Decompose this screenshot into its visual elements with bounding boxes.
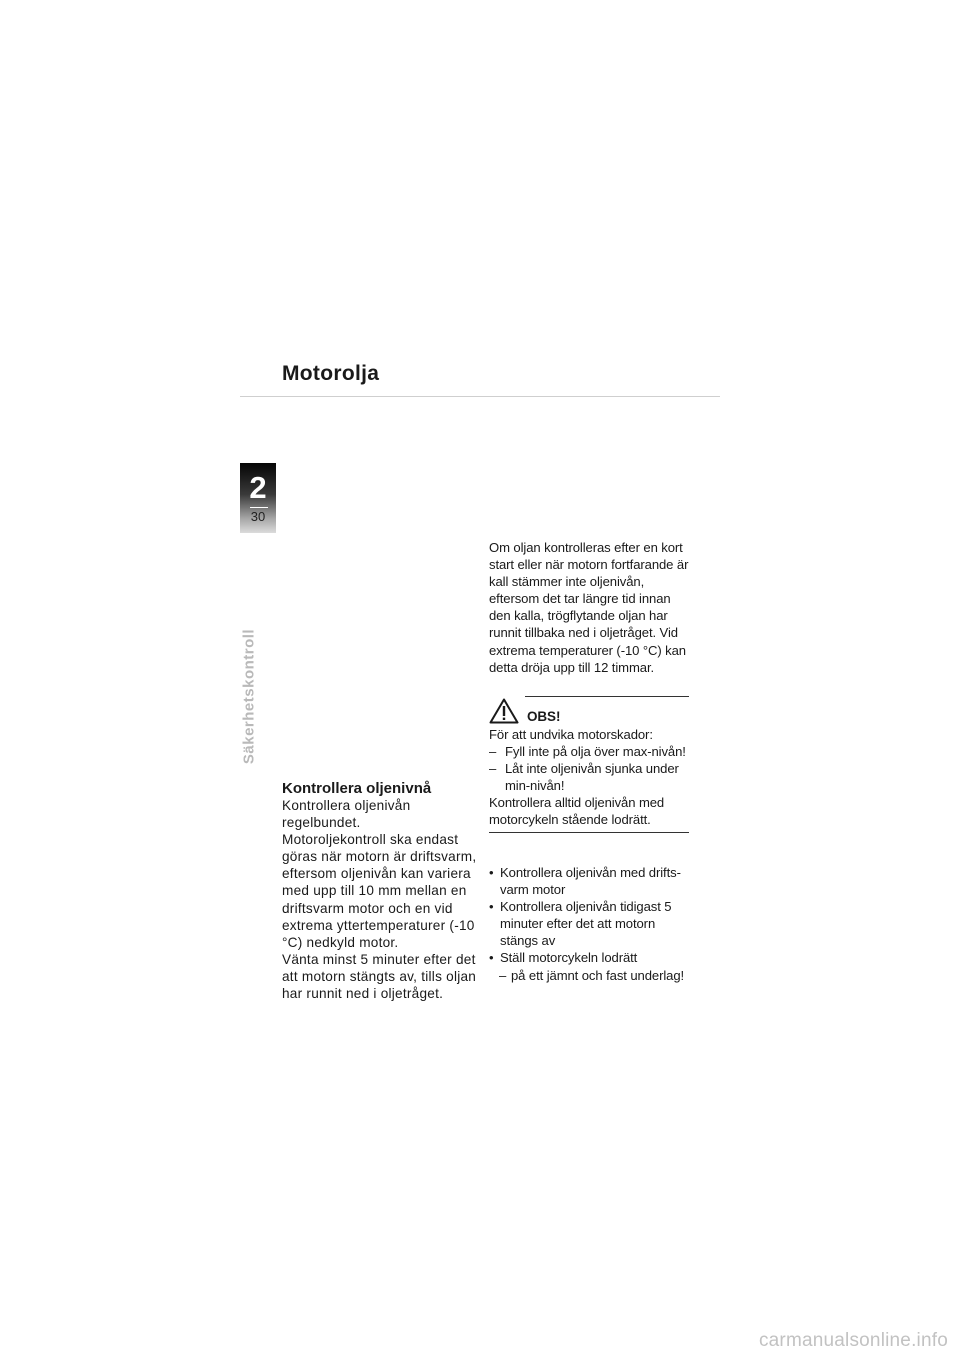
paragraph: Om oljan kontrolleras efter en kort start eller när motorn fortfarande är kall stämmer inte oljenivån, eftersom det tar längre tid innan den kalla, trögflytande oljan har runnit tillbaka ned i oljetråget. Vid extrema temperaturer (-10 °C) kan detta dröja upp till 12 timmar. xyxy=(489,540,689,675)
bullet-marker: • xyxy=(489,899,494,915)
warning-header xyxy=(489,696,689,726)
paragraph: Kontrollera oljenivån regelbundet. xyxy=(282,798,411,831)
chapter-number: 2 xyxy=(249,470,267,505)
page-title: Motorolja xyxy=(282,362,380,385)
step-sub-text: på ett jämnt och fast underlag! xyxy=(511,967,685,983)
warning-intro: För att undvika motorskador: xyxy=(489,727,653,742)
dash-marker: – xyxy=(499,967,507,983)
right-column-intro xyxy=(489,539,689,676)
step-sub-item xyxy=(489,967,695,984)
step-item xyxy=(489,864,695,898)
step-text: Ställ motorcykeln lodrätt xyxy=(500,950,638,966)
left-column xyxy=(282,781,478,1002)
step-text: Kontrollera oljenivån med drifts-varm motor xyxy=(500,865,681,898)
step-list xyxy=(489,864,695,984)
warning-item xyxy=(489,743,689,760)
warning-item-text: Fyll inte på olja över max-nivån! xyxy=(505,744,686,760)
section-label: Säkerhetskontroll xyxy=(240,628,258,765)
paragraph: Vänta minst 5 minuter efter det att motorn stängts av, tills oljan har runnit ned i oljetråget. xyxy=(282,951,477,1002)
warning-item-text: Låt inte oljenivån sjunka under min-nivån! xyxy=(505,761,679,794)
warning-triangle-icon xyxy=(489,698,519,724)
bullet-marker: • xyxy=(489,950,494,966)
paragraph: Motoroljekontroll ska endast göras när motorn är driftsvarm, eftersom oljenivån kan variera med upp till 10 mm mellan en driftsvarm motor och en vid extrema yttertemperaturer (-10 °C) nedkyld motor. xyxy=(282,832,477,950)
dash-marker: – xyxy=(489,761,497,777)
title-divider xyxy=(240,396,720,397)
step-item xyxy=(489,898,695,949)
step-text: Kontrollera oljenivån tidigast 5 minuter efter det att motorn stängs av xyxy=(500,899,672,949)
section-heading: Kontrollera oljenivnå xyxy=(282,780,432,797)
bullet-marker: • xyxy=(489,865,494,880)
dash-marker: – xyxy=(489,744,497,760)
page-number: 30 xyxy=(250,509,266,524)
step-item xyxy=(489,949,695,966)
chapter-tab xyxy=(240,463,276,533)
warning-box xyxy=(489,696,689,833)
warning-footer: Kontrollera alltid oljenivån med motorcykeln stående lodrätt. xyxy=(489,795,665,828)
warning-title: OBS! xyxy=(527,709,561,724)
watermark: carmanualsonline.info xyxy=(758,1330,948,1351)
warning-item xyxy=(489,760,689,794)
chapter-divider xyxy=(250,507,268,508)
